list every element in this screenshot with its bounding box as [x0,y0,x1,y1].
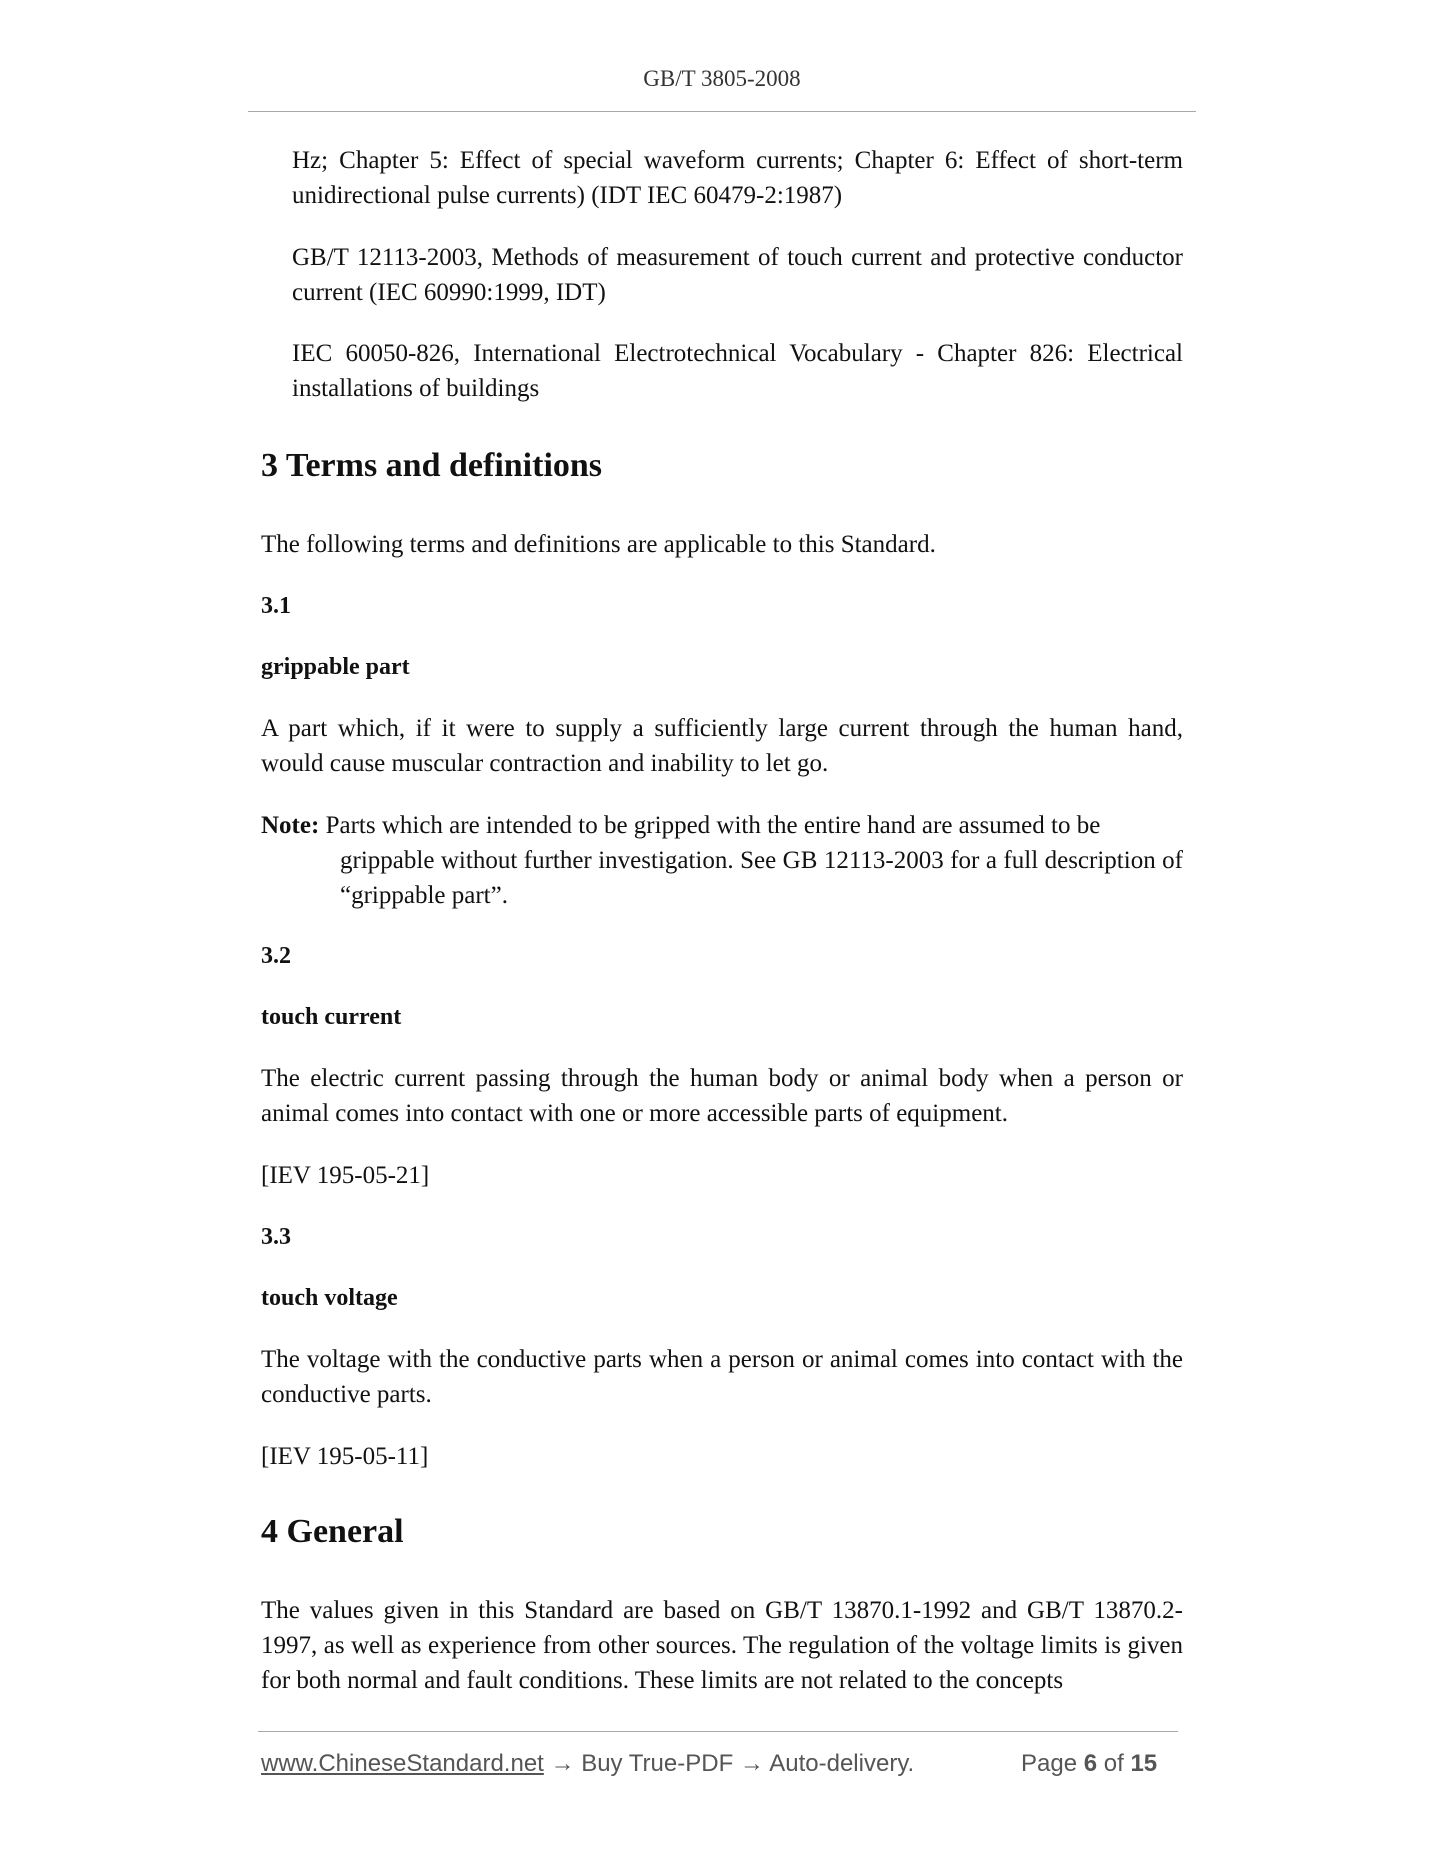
page-label: Page [1021,1750,1078,1777]
reference-entry: Hz; Chapter 5: Effect of special waveform currents; Chapter 6: Effect of short-term unidirectional pulse currents) (IDT IEC 60479-2:1987) [292,147,1183,209]
term-definition: A part which, if it were to supply a sufficiently large current through the human hand, would cause muscular contraction and inability to let go. [261,715,1183,777]
term-definition: The electric current passing through the human body or animal body when a person or animal comes into contact with one or more accessible parts of equipment. [261,1065,1183,1127]
section-4-heading: 4 General [261,1513,404,1550]
term-name: grippable part [261,654,410,680]
page-total: 15 [1130,1750,1158,1777]
term-number: 3.1 [261,593,291,619]
footer-divider [258,1731,1178,1732]
header-divider [248,111,1196,112]
section-3-intro: The following terms and definitions are applicable to this Standard. [261,531,936,558]
page-header: GB/T 3805-2008 [643,66,801,91]
delivery-text: Auto-delivery. [769,1750,915,1777]
term-source: [IEV 195-05-21] [261,1162,430,1189]
term-number: 3.2 [261,943,291,969]
of-label: of [1103,1750,1124,1777]
reference-entry: IEC 60050-826, International Electrotechnical Vocabulary - Chapter 826: Electrical installations of buildings [292,340,1183,402]
page-current: 6 [1083,1750,1098,1777]
term-source: [IEV 195-05-11] [261,1443,429,1470]
footer-promo [261,1750,914,1778]
arrow-icon: → [543,1750,582,1777]
section-3-heading: 3 Terms and definitions [261,447,603,484]
page-indicator [1021,1750,1157,1778]
reference-entry: GB/T 12113-2003, Methods of measurement of touch current and protective conductor current (IEC 60990:1999, IDT) [292,244,1183,306]
term-name: touch current [261,1004,402,1030]
website-link[interactable]: www.ChineseStandard.net [261,1750,544,1777]
term-definition: The voltage with the conductive parts when a person or animal comes into contact with the conductive parts. [261,1346,1183,1408]
buy-text: Buy True-PDF [581,1750,734,1777]
term-name: touch voltage [261,1285,398,1311]
note-text-continued: grippable without further investigation. See GB 12113-2003 for a full description of “grippable part”. [340,847,1183,909]
term-number: 3.3 [261,1224,291,1250]
note-text: Parts which are intended to be gripped with the entire hand are assumed to be [325,812,1101,839]
arrow-icon: → [733,1750,770,1777]
note-label: Note: [261,812,320,839]
term-note [261,808,1183,913]
section-4-text: The values given in this Standard are based on GB/T 13870.1-1992 and GB/T 13870.2-1997, as well as experience from other sources. The regulation of the voltage limits is given for both normal and fault conditions. These limits are not related to the concepts [261,1597,1183,1694]
